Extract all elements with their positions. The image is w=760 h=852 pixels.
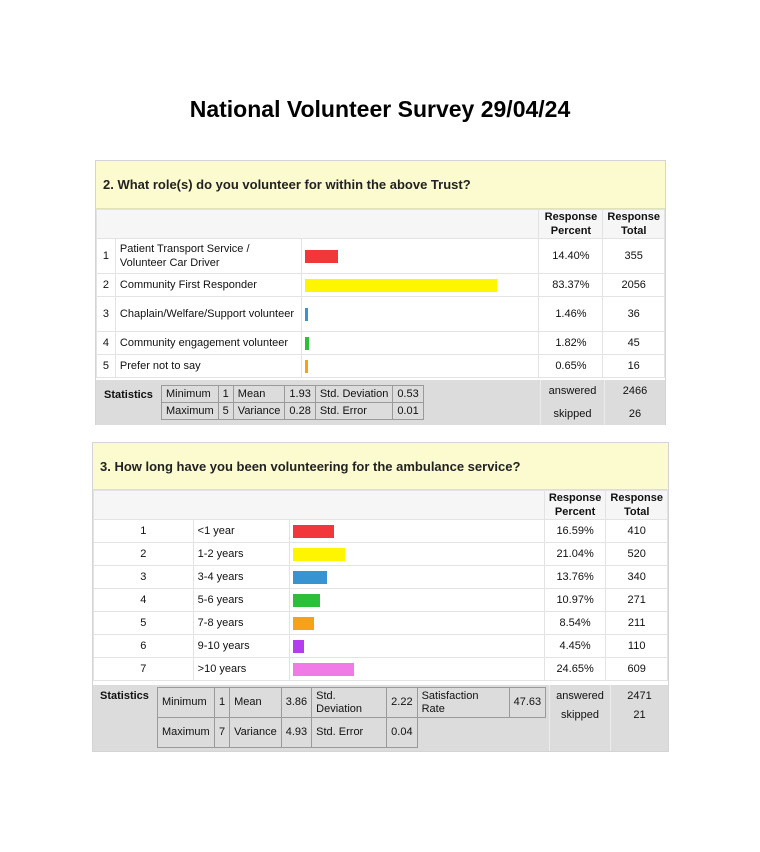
table-row — [97, 332, 665, 355]
bar-cell — [302, 332, 539, 355]
question-2-header-row — [97, 210, 665, 239]
skipped-label: skipped — [540, 402, 604, 425]
response-bar — [305, 279, 497, 292]
bar-cell — [302, 274, 539, 297]
answer-label: Patient Transport Service / Volunteer Car Driver — [115, 239, 301, 274]
table-row — [94, 589, 668, 612]
skipped-label: skipped — [549, 707, 610, 751]
response-percent: 83.37% — [539, 274, 603, 297]
response-percent-header: Response Percent — [539, 210, 603, 239]
question-3-title: 3. How long have you been volunteering for the ambulance service? — [93, 443, 668, 490]
response-total: 45 — [603, 332, 665, 355]
question-3-panel — [92, 442, 669, 752]
row-number: 4 — [94, 589, 194, 612]
row-number: 5 — [97, 355, 116, 378]
statistics-label: Statistics — [100, 690, 149, 702]
bar-cell — [289, 658, 544, 681]
bar-cell — [302, 297, 539, 332]
satisfaction-rate-label: Satisfaction Rate — [417, 688, 509, 718]
question-2-title: 2. What role(s) do you volunteer for within the above Trust? — [96, 161, 665, 209]
bar-cell — [289, 635, 544, 658]
response-percent-header: Response Percent — [544, 491, 606, 520]
response-percent: 8.54% — [544, 612, 606, 635]
answer-label: 1-2 years — [193, 543, 289, 566]
answer-label: 9-10 years — [193, 635, 289, 658]
response-percent: 0.65% — [539, 355, 603, 378]
response-percent: 1.46% — [539, 297, 603, 332]
table-row — [94, 543, 668, 566]
response-bar — [305, 337, 309, 350]
minimum-label: Minimum — [158, 688, 215, 718]
std-error-value: 0.04 — [387, 718, 417, 748]
response-percent: 4.45% — [544, 635, 606, 658]
answer-label: 3-4 years — [193, 566, 289, 589]
bar-cell — [289, 589, 544, 612]
response-bar — [305, 250, 338, 263]
std-error-label: Std. Error — [312, 718, 387, 748]
statistics-table — [157, 687, 546, 748]
maximum-value: 5 — [218, 403, 233, 420]
response-total: 355 — [603, 239, 665, 274]
answered-count: 2471 — [610, 685, 668, 707]
std-error-value: 0.01 — [393, 403, 423, 420]
response-percent: 16.59% — [544, 520, 606, 543]
std-deviation-label: Std. Deviation — [312, 688, 387, 718]
row-number: 4 — [97, 332, 116, 355]
table-row — [97, 355, 665, 378]
maximum-value: 7 — [215, 718, 230, 748]
table-row — [94, 612, 668, 635]
response-percent: 14.40% — [539, 239, 603, 274]
response-percent: 21.04% — [544, 543, 606, 566]
response-total-header: Response Total — [603, 210, 665, 239]
row-number: 3 — [94, 566, 194, 589]
answer-label: >10 years — [193, 658, 289, 681]
table-row — [94, 566, 668, 589]
bar-cell — [289, 543, 544, 566]
response-percent: 10.97% — [544, 589, 606, 612]
answered-count: 2466 — [604, 380, 665, 402]
question-3-table — [93, 490, 668, 681]
maximum-label: Maximum — [158, 718, 215, 748]
table-row — [94, 635, 668, 658]
response-total: 410 — [606, 520, 668, 543]
response-bar — [293, 617, 314, 630]
mean-value: 1.93 — [285, 386, 315, 403]
answer-label: Community engagement volunteer — [115, 332, 301, 355]
table-row — [97, 239, 665, 274]
answered-label: answered — [540, 380, 604, 402]
response-total: 340 — [606, 566, 668, 589]
variance-label: Variance — [233, 403, 285, 420]
minimum-label: Minimum — [162, 386, 219, 403]
response-percent: 13.76% — [544, 566, 606, 589]
answer-label: Prefer not to say — [115, 355, 301, 378]
std-deviation-label: Std. Deviation — [315, 386, 392, 403]
table-row — [94, 520, 668, 543]
minimum-value: 1 — [215, 688, 230, 718]
answer-label: 7-8 years — [193, 612, 289, 635]
row-number: 2 — [97, 274, 116, 297]
answered-label: answered — [549, 685, 610, 707]
response-bar — [293, 525, 334, 538]
page-title: National Volunteer Survey 29/04/24 — [189, 96, 571, 122]
variance-label: Variance — [230, 718, 282, 748]
statistics-table — [161, 385, 424, 420]
row-number: 7 — [94, 658, 194, 681]
question-2-table — [96, 209, 665, 378]
std-deviation-value: 2.22 — [387, 688, 417, 718]
response-total: 609 — [606, 658, 668, 681]
bar-cell — [302, 355, 539, 378]
table-row — [97, 297, 665, 332]
response-total: 110 — [606, 635, 668, 658]
variance-value: 4.93 — [281, 718, 311, 748]
response-bar — [293, 594, 320, 607]
response-percent: 24.65% — [544, 658, 606, 681]
std-deviation-value: 0.53 — [393, 386, 423, 403]
response-total: 271 — [606, 589, 668, 612]
response-total: 2056 — [603, 274, 665, 297]
skipped-count: 26 — [604, 402, 665, 425]
answer-label: Chaplain/Welfare/Support volunteer — [115, 297, 301, 332]
skipped-count: 21 — [610, 707, 668, 751]
response-bar — [293, 663, 354, 676]
question-2-panel — [95, 160, 666, 425]
response-bar — [293, 571, 327, 584]
answer-label: 5-6 years — [193, 589, 289, 612]
maximum-label: Maximum — [162, 403, 219, 420]
row-number: 5 — [94, 612, 194, 635]
row-number: 3 — [97, 297, 116, 332]
response-total: 520 — [606, 543, 668, 566]
variance-value: 0.28 — [285, 403, 315, 420]
response-bar — [293, 640, 304, 653]
response-total: 211 — [606, 612, 668, 635]
bar-cell — [289, 612, 544, 635]
bar-cell — [302, 239, 539, 274]
response-total: 36 — [603, 297, 665, 332]
mean-value: 3.86 — [281, 688, 311, 718]
table-row — [94, 658, 668, 681]
answer-label: Community First Responder — [115, 274, 301, 297]
row-number: 2 — [94, 543, 194, 566]
response-percent: 1.82% — [539, 332, 603, 355]
response-bar — [305, 308, 308, 321]
row-number: 6 — [94, 635, 194, 658]
mean-label: Mean — [233, 386, 285, 403]
question-3-header-row — [94, 491, 668, 520]
row-number: 1 — [94, 520, 194, 543]
minimum-value: 1 — [218, 386, 233, 403]
row-number: 1 — [97, 239, 116, 274]
std-error-label: Std. Error — [315, 403, 392, 420]
bar-cell — [289, 566, 544, 589]
response-bar — [293, 548, 345, 561]
bar-cell — [289, 520, 544, 543]
table-row — [97, 274, 665, 297]
answer-label: <1 year — [193, 520, 289, 543]
response-total: 16 — [603, 355, 665, 378]
statistics-label: Statistics — [104, 389, 153, 401]
mean-label: Mean — [230, 688, 282, 718]
satisfaction-rate-value: 47.63 — [509, 688, 546, 718]
response-total-header: Response Total — [606, 491, 668, 520]
response-bar — [305, 360, 308, 373]
